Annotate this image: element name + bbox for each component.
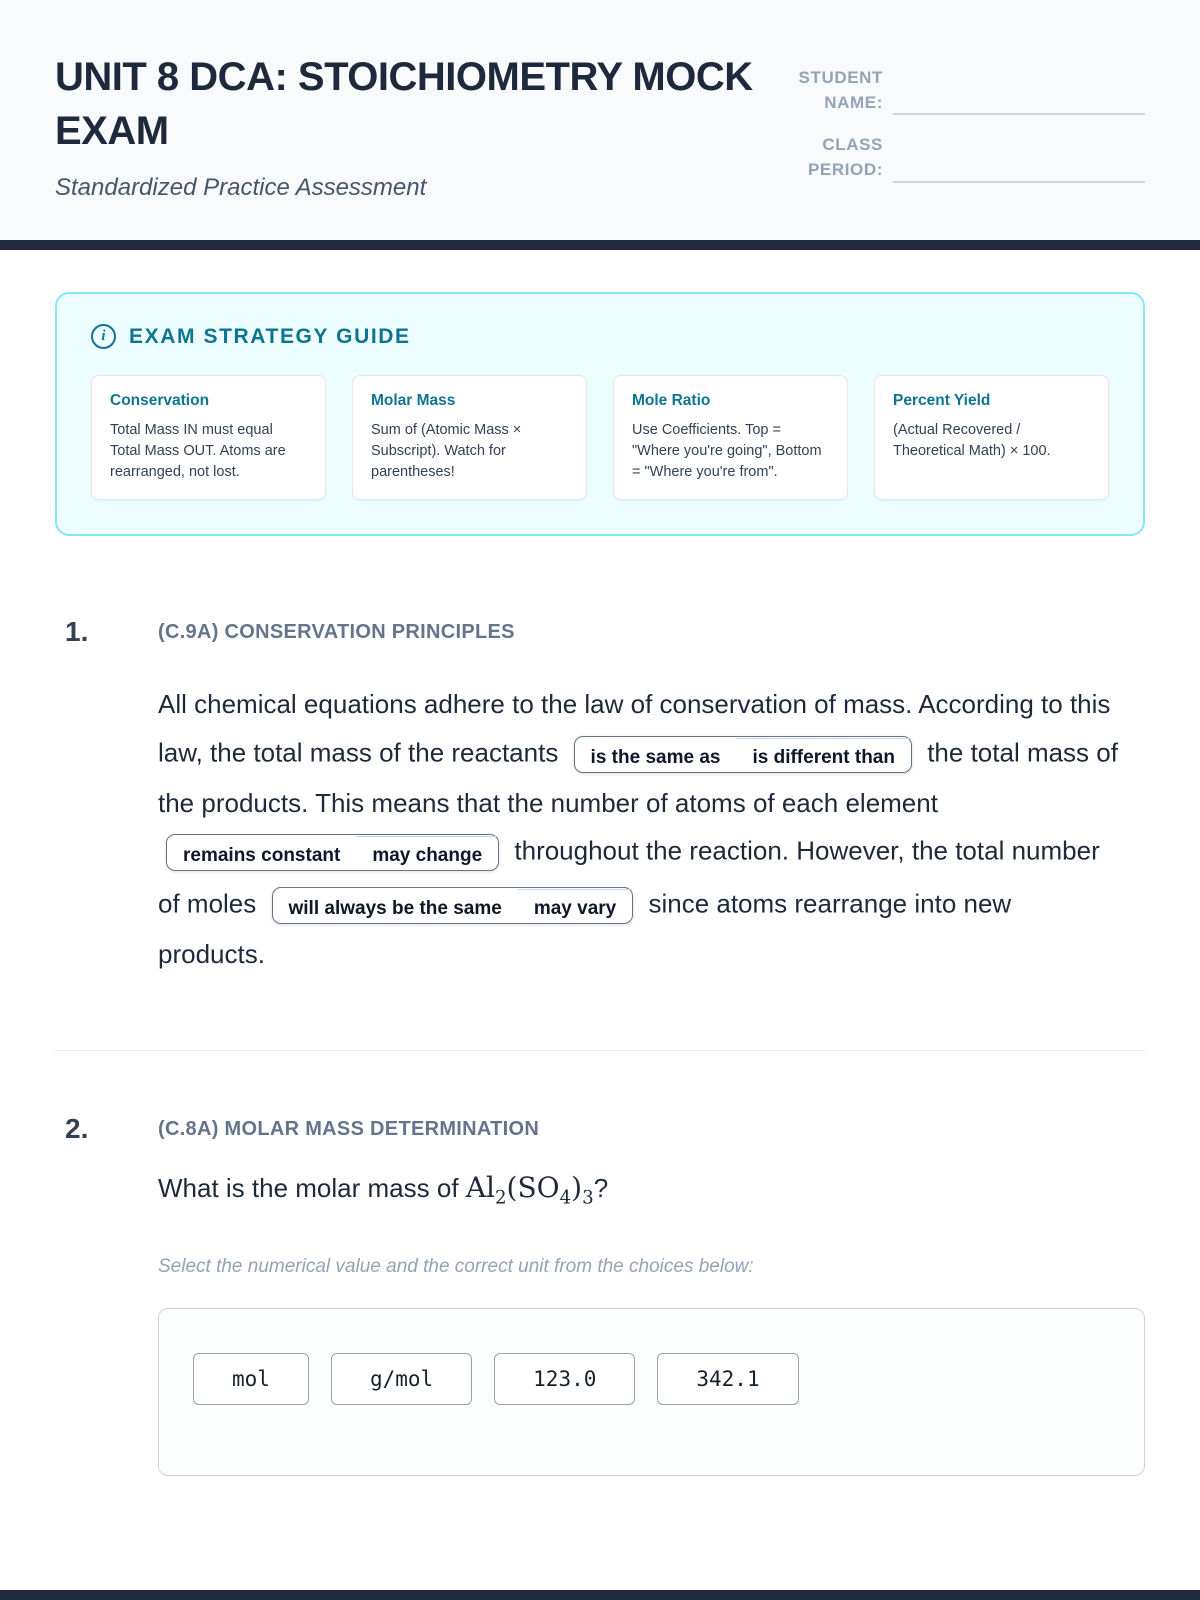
moles-count-select[interactable] [272, 887, 634, 924]
question-number: 1. [65, 616, 89, 648]
strategy-card [874, 375, 1109, 500]
strategy-card [352, 375, 587, 500]
cloze-text: All chemical equations adhere to the law of conservation of mass. According to this law, the total mass of the reactants [158, 689, 1111, 767]
strategy-card-title: Percent Yield [893, 392, 991, 409]
info-icon: i [91, 324, 116, 349]
strategy-guide-title: EXAM STRATEGY GUIDE [129, 324, 411, 348]
section-divider [55, 1050, 1145, 1051]
strategy-card-body: Use Coefficients. Top = "Where you're going", Bottom = "Where you're from". [632, 422, 822, 481]
choice-chips [193, 1353, 1110, 1405]
header-divider-bar [0, 240, 1200, 250]
prompt-text: What is the molar mass of [158, 1172, 466, 1203]
question-number: 2. [65, 1112, 89, 1144]
cloze-text: since atoms rearrange into new products. [158, 888, 1012, 970]
exam-strategy-guide [55, 292, 1145, 536]
question-2 [0, 1113, 1200, 1477]
choice-chip[interactable]: 342.1 [657, 1353, 798, 1405]
select-option[interactable]: is different than [736, 738, 911, 776]
cloze-text: throughout the reaction. However, the total number of moles [158, 835, 1100, 919]
select-option[interactable]: may vary [518, 889, 632, 927]
select-option[interactable]: will always be the same [288, 898, 502, 920]
student-info [771, 50, 1145, 202]
question-1 [0, 616, 1200, 978]
strategy-card-title: Mole Ratio [632, 392, 711, 409]
answer-choices-box [158, 1308, 1145, 1476]
class-period-input[interactable] [893, 153, 1145, 183]
select-option[interactable]: is the same as [590, 746, 721, 768]
page-subtitle: Standardized Practice Assessment [55, 174, 427, 201]
chemical-formula: $Al_2(SO_4)_3$ [465, 1170, 594, 1209]
question-heading: (C.9A) CONSERVATION PRINCIPLES [158, 621, 515, 644]
question-instruction: Select the numerical value and the correct unit from the choices below: [158, 1256, 754, 1278]
page-title: UNIT 8 DCA: STOICHIOMETRY MOCK EXAM [55, 55, 753, 153]
header [0, 0, 1200, 240]
select-option[interactable]: may change [356, 836, 498, 874]
choice-chip[interactable]: mol [193, 1353, 309, 1405]
strategy-card [91, 375, 326, 500]
strategy-card-body: Sum of (Atomic Mass × Subscript). Watch for parentheses! [371, 422, 522, 481]
conservation-mass-select[interactable] [574, 736, 912, 773]
next-section-divider-bar [0, 1590, 1200, 1600]
strategy-cards [91, 375, 1109, 500]
strategy-card [613, 375, 848, 500]
cloze-paragraph [158, 682, 1123, 978]
strategy-card-body: (Actual Recovered / Theoretical Math) × 100. [893, 422, 1051, 460]
question-prompt [158, 1171, 1145, 1209]
student-name-input[interactable] [893, 85, 1145, 115]
prompt-text: ? [593, 1172, 609, 1203]
strategy-card-title: Conservation [110, 392, 210, 409]
class-period-label: CLASS PERIOD: [807, 135, 883, 179]
cloze-text: the total mass of the products. This means that the number of atoms of each element [158, 736, 1118, 818]
choice-chip[interactable]: g/mol [331, 1353, 472, 1405]
question-heading: (C.8A) MOLAR MASS DETERMINATION [158, 1117, 540, 1140]
atoms-count-select[interactable] [166, 834, 499, 871]
choice-chip[interactable]: 123.0 [494, 1353, 635, 1405]
strategy-card-body: Total Mass IN must equal Total Mass OUT. Atoms are rearranged, not lost. [110, 422, 286, 481]
strategy-card-title: Molar Mass [371, 392, 456, 409]
select-option[interactable]: remains constant [183, 845, 341, 867]
student-name-label: STUDENT NAME: [798, 68, 883, 112]
